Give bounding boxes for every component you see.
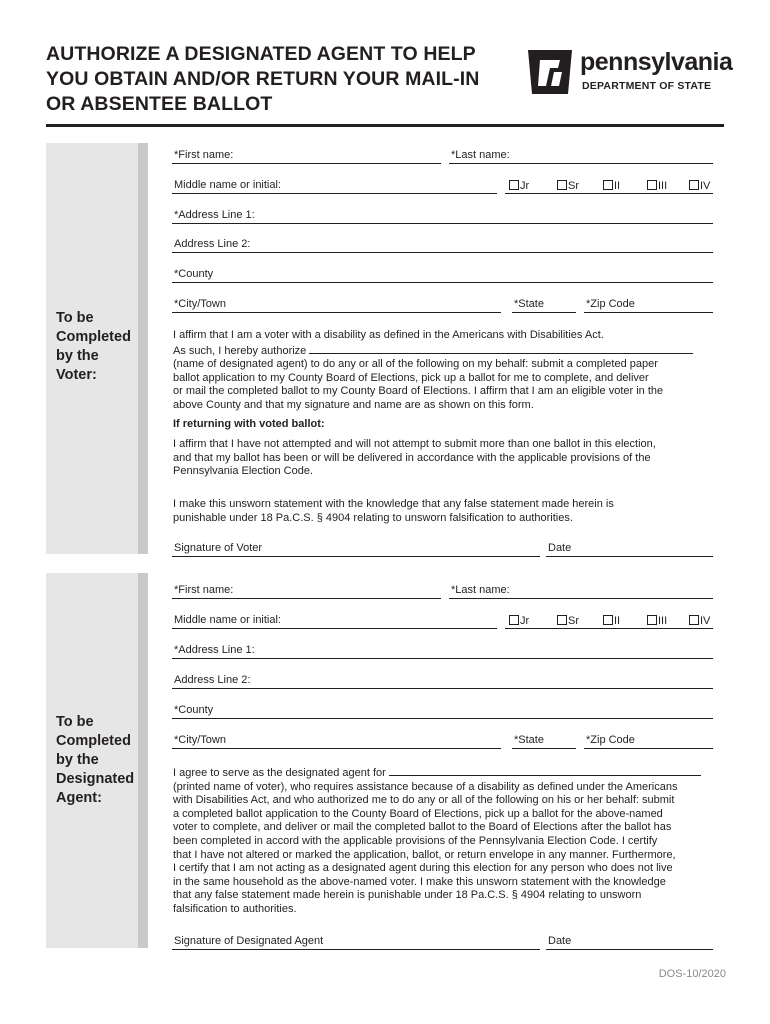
label-line: by the bbox=[56, 348, 99, 364]
voter-affirmation bbox=[173, 329, 718, 413]
unsworn-statement bbox=[173, 498, 718, 525]
label-line: Designated bbox=[56, 771, 135, 787]
agent-state-field[interactable] bbox=[512, 728, 576, 749]
authorize-line bbox=[173, 343, 718, 359]
suffix-label: IV bbox=[700, 615, 711, 627]
field-label: *First name: bbox=[174, 584, 234, 596]
label-line: by the bbox=[56, 752, 99, 768]
agent-address1-field[interactable] bbox=[172, 638, 713, 659]
agent-date-field[interactable] bbox=[546, 929, 713, 950]
suffix-iii-checkbox[interactable] bbox=[647, 615, 667, 627]
checkbox-icon bbox=[647, 180, 657, 190]
field-label: *Last name: bbox=[451, 149, 510, 161]
returning-statement bbox=[173, 438, 718, 479]
label-line: Voter: bbox=[56, 367, 97, 383]
suffix-iv-checkbox[interactable] bbox=[689, 180, 710, 192]
voter-suffix-row bbox=[505, 173, 713, 194]
sidebar-bar bbox=[138, 573, 148, 948]
agent-middle-name-field[interactable] bbox=[172, 608, 497, 629]
title-line-1: AUTHORIZE A DESIGNATED AGENT TO HELP bbox=[46, 43, 476, 65]
agent-address2-field[interactable] bbox=[172, 668, 713, 689]
field-label: Address Line 2: bbox=[174, 674, 251, 686]
field-label: *Zip Code bbox=[586, 298, 635, 310]
field-label: Middle name or initial: bbox=[174, 614, 281, 626]
text-line: (printed name of voter), who requires assistance because of a disability as defined under the Americans bbox=[173, 780, 678, 793]
suffix-label: Jr bbox=[520, 615, 530, 627]
text-line: I make this unsworn statement with the knowledge that any false statement made herein is bbox=[173, 498, 614, 510]
text-line: falsification to authorities. bbox=[173, 902, 297, 915]
checkbox-icon bbox=[509, 615, 519, 625]
field-label: *Last name: bbox=[451, 584, 510, 596]
keystone-icon bbox=[524, 46, 576, 100]
field-label: Address Line 2: bbox=[174, 238, 251, 250]
checkbox-icon bbox=[509, 180, 519, 190]
text-line: that any false statement made herein is punishable under 18 Pa.C.S. § 4904 relating to unsworn bbox=[173, 889, 642, 902]
text-line: (name of designated agent) to do any or all of the following on my behalf: submit a completed paper bbox=[173, 358, 658, 371]
voter-zip-field[interactable] bbox=[584, 292, 713, 313]
logo-subtitle: DEPARTMENT OF STATE bbox=[582, 80, 712, 92]
suffix-label: IV bbox=[700, 180, 711, 192]
checkbox-icon bbox=[647, 615, 657, 625]
suffix-label: III bbox=[658, 615, 668, 627]
suffix-ii-checkbox[interactable] bbox=[603, 180, 620, 192]
pa-dos-logo bbox=[524, 46, 734, 102]
field-label: Date bbox=[548, 935, 572, 947]
voter-address1-field[interactable] bbox=[172, 203, 713, 224]
agent-zip-field[interactable] bbox=[584, 728, 713, 749]
form-title bbox=[46, 42, 516, 117]
suffix-label: Sr bbox=[568, 615, 579, 627]
voter-county-field[interactable] bbox=[172, 262, 713, 283]
checkbox-icon bbox=[603, 180, 613, 190]
agent-signature-field[interactable] bbox=[172, 929, 540, 950]
checkbox-icon bbox=[689, 180, 699, 190]
voter-signature-field[interactable] bbox=[172, 536, 540, 557]
text-line: I affirm that I have not attempted and will not attempt to submit more than one ballot in this election, bbox=[173, 438, 656, 450]
voter-section-label bbox=[56, 309, 131, 385]
field-label: *First name: bbox=[174, 149, 234, 161]
text-line: been completed in accord with the applicable provisions of the Pennsylvania Election Code. I certify bbox=[173, 834, 658, 847]
agent-section-label bbox=[56, 713, 134, 808]
voter-section-sidebar bbox=[46, 143, 148, 554]
logo-wordmark: pennsylvania bbox=[580, 48, 733, 76]
label-line: Agent: bbox=[56, 790, 102, 806]
checkbox-icon bbox=[557, 615, 567, 625]
field-label: *Address Line 1: bbox=[174, 209, 255, 221]
voter-middle-name-field[interactable] bbox=[172, 173, 497, 194]
text-line: that I have not altered or marked the application, ballot, or return envelope in any manner. Furthermore, bbox=[173, 848, 676, 861]
field-label: *State bbox=[514, 298, 544, 310]
field-label: *City/Town bbox=[174, 734, 226, 746]
label-line: To be bbox=[56, 310, 94, 326]
suffix-iv-checkbox[interactable] bbox=[689, 615, 710, 627]
field-label: *County bbox=[174, 704, 214, 716]
text-line: I certify that I am not acting as a designated agent during this election for any person who does not live bbox=[173, 862, 673, 875]
suffix-jr-checkbox[interactable] bbox=[509, 615, 529, 627]
suffix-label: III bbox=[658, 180, 668, 192]
checkbox-icon bbox=[557, 180, 567, 190]
field-label: *County bbox=[174, 268, 214, 280]
text-line: voter to complete, and deliver or mail the completed ballot to the Board of Elections after the ballot has bbox=[173, 821, 672, 834]
title-line-2: YOU OBTAIN AND/OR RETURN YOUR MAIL-IN bbox=[46, 68, 480, 90]
returning-heading: If returning with voted ballot: bbox=[173, 418, 325, 430]
form-code: DOS-10/2020 bbox=[658, 968, 726, 980]
field-label: Middle name or initial: bbox=[174, 179, 281, 191]
text-line: punishable under 18 Pa.C.S. § 4904 relating to unsworn falsification to authorities. bbox=[173, 511, 573, 524]
title-line-3: OR ABSENTEE BALLOT bbox=[46, 93, 273, 115]
agent-suffix-row bbox=[505, 608, 713, 629]
label-line: Completed bbox=[56, 329, 131, 345]
text-line: above County and that my signature and name are as shown on this form. bbox=[173, 398, 534, 411]
text-line: ballot application to my County Board of Elections, pick up a ballot for me to complete, and deliver bbox=[173, 371, 649, 384]
voter-first-name-field[interactable] bbox=[172, 143, 441, 164]
checkbox-icon bbox=[603, 615, 613, 625]
field-label: Signature of Voter bbox=[174, 542, 263, 554]
agent-last-name-field[interactable] bbox=[449, 578, 713, 599]
suffix-sr-checkbox[interactable] bbox=[557, 180, 579, 192]
text-line: with Disabilities Act, and who authorized me to do any or all of the following on his or her behalf: submit bbox=[173, 794, 675, 807]
suffix-ii-checkbox[interactable] bbox=[603, 615, 620, 627]
agent-section-sidebar bbox=[46, 573, 148, 948]
field-label: *Zip Code bbox=[586, 734, 635, 746]
agent-agreement bbox=[173, 765, 718, 917]
text-line: or mail the completed ballot to my County Board of Elections. I affirm that I am an eligible voter in the bbox=[173, 385, 664, 398]
field-label: Date bbox=[548, 542, 572, 554]
text-line: I affirm that I am a voter with a disability as defined in the Americans with Disabilities Act. bbox=[173, 329, 604, 341]
voter-address2-field[interactable] bbox=[172, 232, 713, 253]
voter-printed-name-field[interactable] bbox=[389, 765, 701, 776]
suffix-label: Sr bbox=[568, 180, 579, 192]
field-label: Signature of Designated Agent bbox=[174, 935, 324, 947]
field-label: *City/Town bbox=[174, 298, 226, 310]
agent-first-name-field[interactable] bbox=[172, 578, 441, 599]
designated-agent-name-field[interactable] bbox=[309, 343, 693, 354]
text-line: a completed ballot application to the County Board of Elections, pick up a ballot for the above-named bbox=[173, 807, 663, 820]
field-label: *Address Line 1: bbox=[174, 644, 255, 656]
suffix-label: Jr bbox=[520, 180, 530, 192]
text-line: and that my ballot has been or will be delivered in accordance with the applicable provisions of the bbox=[173, 451, 651, 464]
voter-city-field[interactable] bbox=[172, 292, 501, 313]
header-rule bbox=[46, 124, 724, 127]
field-label: *State bbox=[514, 734, 544, 746]
suffix-sr-checkbox[interactable] bbox=[557, 615, 579, 627]
agree-line bbox=[173, 765, 718, 781]
voter-last-name-field[interactable] bbox=[449, 143, 713, 164]
suffix-label: II bbox=[614, 180, 621, 192]
agent-county-field[interactable] bbox=[172, 698, 713, 719]
suffix-iii-checkbox[interactable] bbox=[647, 180, 667, 192]
sidebar-bar bbox=[138, 143, 148, 554]
text-line: I agree to serve as the designated agent for bbox=[173, 767, 386, 779]
suffix-jr-checkbox[interactable] bbox=[509, 180, 529, 192]
suffix-label: II bbox=[614, 615, 621, 627]
label-line: To be bbox=[56, 714, 94, 730]
voter-state-field[interactable] bbox=[512, 292, 576, 313]
text-line: in the same household as the above-named voter. I make this unsworn statement with the knowledge bbox=[173, 875, 666, 888]
text-line: Pennsylvania Election Code. bbox=[173, 465, 314, 478]
label-line: Completed bbox=[56, 733, 131, 749]
checkbox-icon bbox=[689, 615, 699, 625]
agent-city-field[interactable] bbox=[172, 728, 501, 749]
text-line: As such, I hereby authorize bbox=[173, 344, 307, 357]
voter-date-field[interactable] bbox=[546, 536, 713, 557]
